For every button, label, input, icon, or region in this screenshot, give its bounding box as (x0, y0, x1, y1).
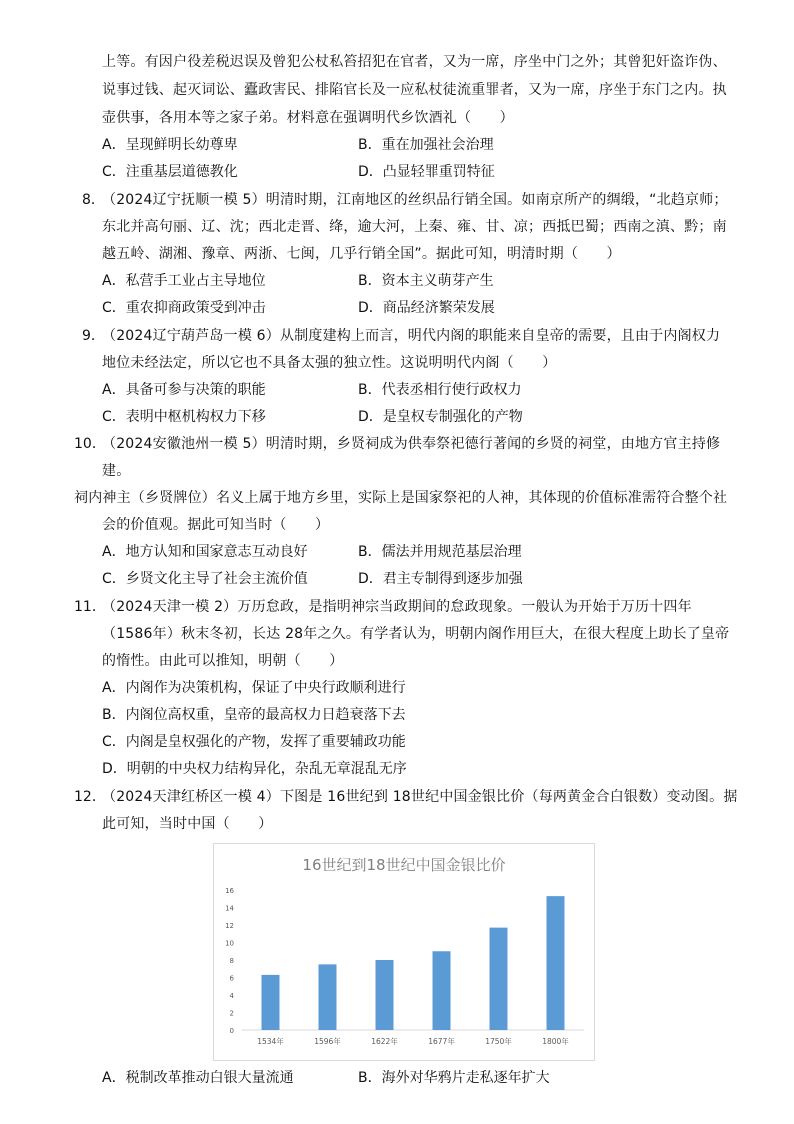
q10-line-4: 会的价值观。据此可知当时（ ） (102, 517, 330, 533)
q11-line-2: （1586年）秋末冬初，长达 28年之久。有学者认为，明朝内阁作用巨大，在很大程度上助长了皇帝 (102, 626, 730, 642)
x-tick-label: 1534年 (257, 1037, 284, 1046)
bar-1750年 (490, 928, 508, 1030)
q11-line-3: 的惰性。由此可以推知，明朝（ ） (102, 653, 344, 669)
y-tick-label: 0 (229, 1027, 234, 1035)
q9-option-b[interactable]: B．代表丞相行使行政权力 (358, 382, 522, 398)
q8-option-b[interactable]: B．资本主义萌芽产生 (358, 273, 494, 289)
q9-option-c[interactable]: C．表明中枢机构权力下移 (102, 409, 266, 425)
q9-option-d[interactable]: D．是皇权专制强化的产物 (358, 409, 523, 425)
q7-option-c[interactable]: C．注重基层道德教化 (102, 164, 238, 180)
q9-number: 9． (82, 328, 105, 344)
q12-option-b[interactable]: B．海外对华鸦片走私逐年扩大 (358, 1070, 550, 1086)
gold-silver-ratio-chart (213, 843, 595, 1061)
bar-1534年 (262, 975, 280, 1030)
x-tick-label: 1622年 (371, 1037, 398, 1046)
q12-line-2: 此可知，当时中国（ ） (102, 816, 273, 832)
q8-option-a[interactable]: A．私营手工业占主导地位 (102, 273, 266, 289)
q8-line-3: 越五岭、湖湘、豫章、两浙、七闽，几乎行销全国”。据此可知，明清时期（ ） (102, 246, 621, 262)
q10-option-a[interactable]: A．地方认知和国家意志互动良好 (102, 544, 308, 560)
x-tick-label: 1800年 (542, 1037, 569, 1046)
q7-option-d[interactable]: D．凸显轻罪重罚特征 (358, 164, 495, 180)
q10-option-d[interactable]: D．君主专制得到逐步加强 (358, 571, 523, 587)
q8-number: 8． (82, 192, 105, 208)
y-tick-label: 10 (225, 939, 234, 948)
q8-option-d[interactable]: D．商品经济繁荣发展 (358, 300, 495, 316)
x-tick-label: 1596年 (314, 1037, 341, 1046)
q12-line-1: （2024天津红桥区一模 4）下图是 16世纪到 18世纪中国金银比价（每两黄金合白银数）变动图。据 (102, 789, 738, 805)
q9-line-2: 地位未经法定，所以它也不具备太强的独立性。这说明明代内阁（ ） (102, 355, 557, 371)
q8-line-1: （2024辽宁抚顺一模 5）明清时期，江南地区的丝织品行销全国。如南京所产的绸缎，“北趋京师； (102, 192, 728, 208)
q10-option-c[interactable]: C．乡贤文化主导了社会主流价值 (102, 571, 308, 587)
q7-option-a[interactable]: A．呈现鲜明长幼尊卑 (102, 137, 238, 153)
y-tick-label: 14 (225, 904, 234, 913)
q8-option-c[interactable]: C．重农抑商政策受到冲击 (102, 300, 266, 316)
q10-option-b[interactable]: B．儒法并用规范基层治理 (358, 544, 522, 560)
y-tick-label: 2 (229, 1009, 234, 1018)
y-tick-label: 12 (225, 922, 234, 930)
q12-number: 12． (74, 789, 106, 805)
q7-line-2: 说事过钱、起灭词讼、蠹政害民、排陷官长及一应私杖徒流重罪者，又为一席，序坐于东门之内。执 (102, 82, 727, 98)
bar-1800年 (547, 896, 565, 1030)
q9-option-a[interactable]: A．具备可参与决策的职能 (102, 382, 266, 398)
q11-option-a[interactable]: A．内阁作为决策机构，保证了中央行政顺利进行 (102, 680, 406, 696)
q11-number: 11． (74, 599, 106, 615)
q10-line-1: （2024安徽池州一模 5）明清时期，乡贤祠成为供奉祭祀德行著闻的乡贤的祠堂，由地方官主持修 (102, 436, 721, 452)
bar-chart-svg (214, 844, 594, 1060)
x-tick-label: 1750年 (485, 1037, 512, 1046)
q7-line-3: 壶供事，各用本等之家子弟。材料意在强调明代乡饮酒礼（ ） (102, 110, 514, 126)
q7-line-1: 上等。有因户役差税迟误及曾犯公杖私笞招犯在官者，又为一席，序坐中门之外；其曾犯奸盗诈伪、 (102, 54, 727, 70)
q11-option-d[interactable]: D．明朝的中央权力结构异化，杂乱无章混乱无序 (102, 761, 407, 777)
y-tick-label: 8 (229, 957, 234, 965)
q9-line-1: （2024辽宁葫芦岛一模 6）从制度建构上而言，明代内阁的职能来自皇帝的需要，且由于内阁权力 (102, 328, 721, 344)
q12-option-a[interactable]: A．税制改革推动白银大量流通 (102, 1070, 294, 1086)
q8-line-2: 东北并高句丽、辽、沈；西北走晋、绛，逾大河，上秦、雍、甘、凉；西抵巴蜀；西南之滇、黔；南 (102, 219, 727, 235)
q11-option-c[interactable]: C．内阁是皇权强化的产物，发挥了重要辅政功能 (102, 734, 406, 750)
q10-number: 10． (74, 436, 106, 452)
bar-1677年 (433, 951, 451, 1030)
y-tick-label: 4 (229, 992, 234, 1000)
y-tick-label: 6 (229, 974, 234, 983)
bar-1596年 (319, 964, 337, 1030)
q11-line-1: （2024天津一模 2）万历怠政，是指明神宗当政期间的怠政现象。一般认为开始于万历十四年 (102, 599, 692, 615)
q10-line-2: 建。 (102, 463, 131, 479)
q10-line-3: 祠内神主（乡贤牌位）名义上属于地方乡里，实际上是国家祭祀的人神，其体现的价值标准需符合整个社 (74, 490, 728, 506)
q7-option-b[interactable]: B．重在加强社会治理 (358, 137, 494, 153)
q11-option-b[interactable]: B．内阁位高权重，皇帝的最高权力日趋衰落下去 (102, 707, 406, 723)
chart-title: 16世纪到18世纪中国金银比价 (302, 856, 506, 874)
y-tick-label: 16 (225, 887, 234, 895)
bar-1622年 (376, 960, 394, 1030)
x-tick-label: 1677年 (428, 1037, 455, 1046)
